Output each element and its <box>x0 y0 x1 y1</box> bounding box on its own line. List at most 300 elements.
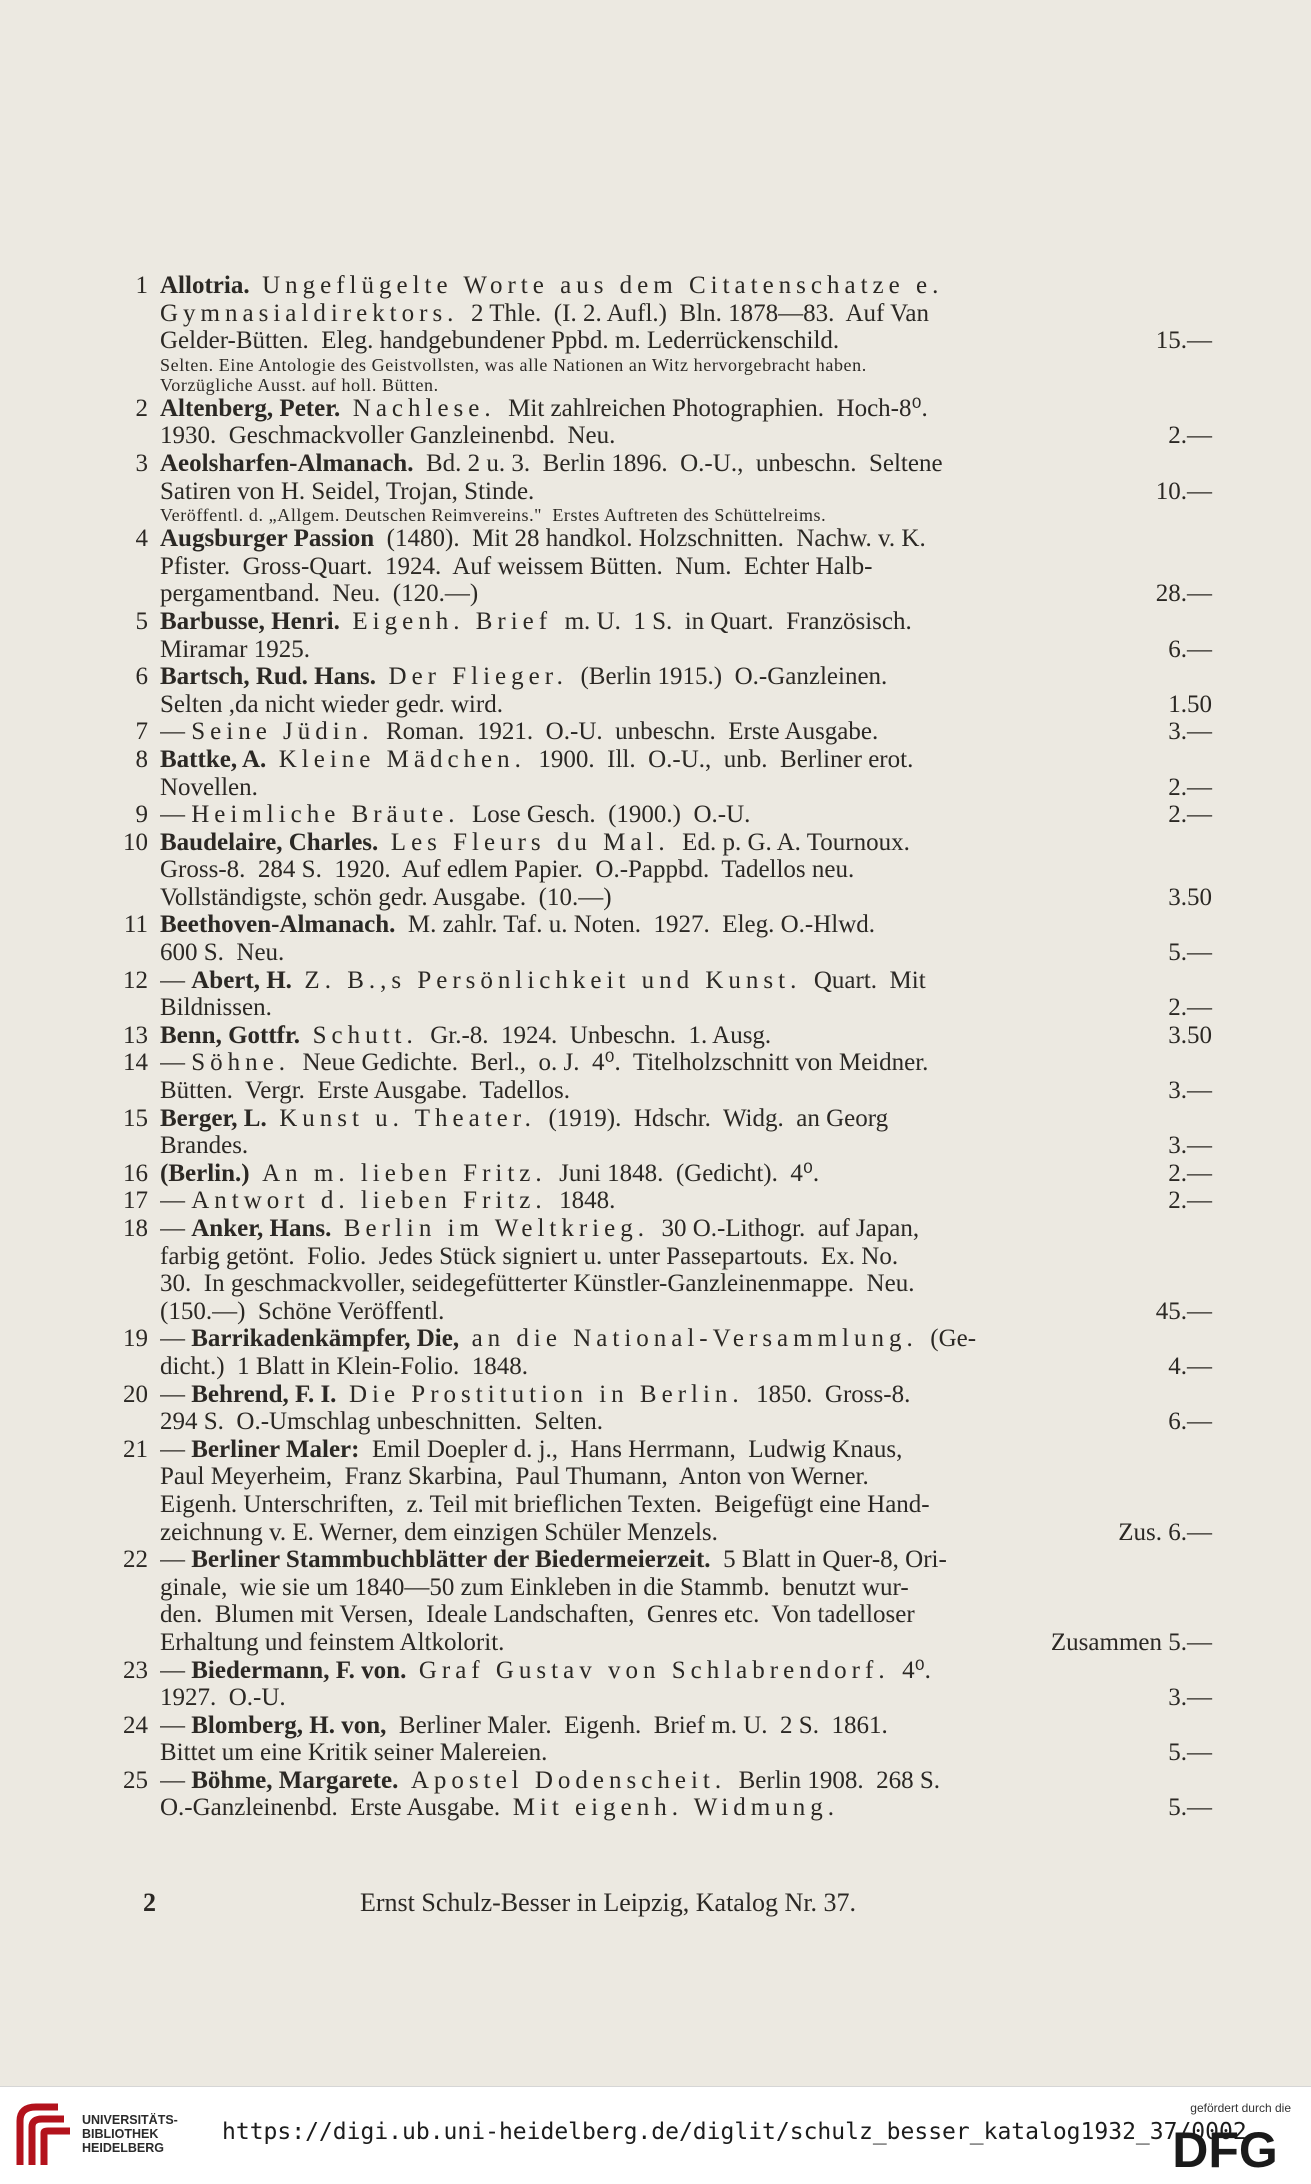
entry-line <box>160 939 1212 967</box>
entry-number: 25 <box>123 1766 148 1794</box>
university-library-logo-icon[interactable] <box>14 2101 76 2169</box>
entry-number: 24 <box>123 1711 148 1739</box>
entry-detail: Veröffentl. d. „Allgem. Deutschen Reimvereins." Erstes Auftreten des Schüttelreims. <box>160 505 827 526</box>
entry-note-line <box>160 375 1212 395</box>
entry-author: Altenberg, Peter. <box>160 394 341 422</box>
entry-author: Battke, A. <box>160 745 267 773</box>
entry-title: Nachlese. <box>352 394 496 422</box>
entry-line <box>160 1574 1212 1602</box>
entry-price: 3.— <box>1168 1684 1212 1712</box>
entry-author: Barbusse, Henri. <box>160 607 340 635</box>
catalog-entries <box>123 272 1212 1822</box>
entry-line <box>160 1519 1212 1547</box>
entry-price: 5.— <box>1168 939 1212 967</box>
entry-detail: 294 S. O.-Umschlag unbeschnitten. Selten. <box>160 1408 603 1436</box>
entry-detail: — <box>160 1435 192 1463</box>
footer-text: Ernst Schulz-Besser in Leipzig, Katalog Nr. 37. <box>360 1888 857 1917</box>
entry-detail: 1848. <box>546 1187 616 1215</box>
entry-detail: den. Blumen mit Versen, Ideale Landschaften, Genres etc. Von tadelloser <box>160 1601 915 1629</box>
entry-detail: 2 Thle. (I. 2. Aufl.) Bln. 1878—83. Auf Van <box>458 299 930 327</box>
entry-price: 1.50 <box>1168 690 1212 718</box>
entry-detail <box>340 395 353 422</box>
library-name <box>82 2113 178 2155</box>
entry-line <box>160 1767 1212 1795</box>
entry-line <box>160 1629 1212 1657</box>
entry-text <box>160 1298 444 1326</box>
entry-line <box>160 608 1212 636</box>
entry-text <box>160 1739 547 1767</box>
entry-line <box>160 1105 1212 1133</box>
entry-title: Eigenh. Brief <box>352 607 553 635</box>
entry-price: 3.— <box>1168 1077 1212 1105</box>
catalog-entry <box>123 1380 1212 1436</box>
entry-number: 10 <box>123 828 148 856</box>
entry-text <box>160 1243 898 1271</box>
catalog-entry <box>123 1021 1212 1050</box>
entry-detail: Gelder-Bütten. Eleg. handgebundener Ppbd. m. Lederrückenschild. <box>160 327 840 355</box>
entry-detail <box>250 272 263 299</box>
entry-line <box>160 1132 1212 1160</box>
entry-author: Berliner Maler: <box>191 1435 360 1463</box>
entry-detail: 1850. Gross-8. <box>743 1380 911 1408</box>
entry-text <box>160 1629 504 1657</box>
entry-title: Seine Jüdin. <box>191 718 374 746</box>
permalink-url[interactable]: https://digi.ub.uni-heidelberg.de/diglit/schulz_besser_katalog1932_37/0002 <box>222 2119 1247 2145</box>
catalog-entry <box>135 394 1212 450</box>
entry-line <box>160 1601 1212 1629</box>
entry-detail: Novellen. <box>160 773 258 801</box>
entry-detail: — <box>160 1325 192 1353</box>
entry-text <box>160 450 943 478</box>
entry-text <box>160 375 439 395</box>
entry-detail: 5 Blatt in Quer-8, Ori- <box>710 1546 947 1574</box>
entry-detail: farbig getönt. Folio. Jedes Stück signiert u. unter Passepartouts. Ex. No. <box>160 1242 899 1270</box>
catalog-entry <box>123 1215 1212 1325</box>
entry-detail: 1930. Geschmackvoller Ganzleinenbd. Neu. <box>160 422 616 450</box>
entry-text <box>160 525 926 553</box>
entry-text <box>160 1657 931 1685</box>
entry-detail <box>331 1215 344 1242</box>
entry-number: 1 <box>135 272 148 299</box>
entry-line <box>160 1353 1212 1381</box>
entry-detail: (1480). Mit 28 handkol. Holzschnitten. Nachw. v. K. <box>374 525 926 553</box>
catalog-entry <box>135 449 1212 526</box>
catalog-entry <box>135 272 1212 395</box>
entry-detail: 1900. Ill. O.-U., unb. Berliner erot. <box>525 745 914 773</box>
entry-text <box>160 1353 528 1381</box>
entry-text <box>160 505 826 525</box>
catalog-entry <box>123 911 1212 967</box>
entry-author: Allotria. <box>160 272 250 299</box>
entry-detail: Paul Meyerheim, Franz Skarbina, Paul Thumann, Anton von Werner. <box>160 1463 869 1491</box>
entry-detail: 600 S. Neu. <box>160 939 285 967</box>
catalog-entry <box>135 745 1212 801</box>
catalog-entry <box>123 1766 1212 1822</box>
entry-detail: Vorzügliche Ausst. auf holl. Bütten. <box>160 374 439 395</box>
page-number: 2 <box>143 1888 156 1917</box>
entry-detail <box>378 829 391 856</box>
entry-text <box>160 1049 928 1077</box>
entry-detail: dicht.) 1 Blatt in Klein-Folio. 1848. <box>160 1352 529 1380</box>
viewer-footer-bar <box>0 2086 1311 2184</box>
entry-number: 20 <box>123 1380 148 1408</box>
entry-text <box>160 1381 910 1409</box>
entry-line <box>160 1022 1212 1050</box>
entry-text <box>160 718 878 746</box>
entry-line <box>160 272 1212 300</box>
catalog-entry <box>123 1435 1212 1546</box>
entry-author: Augsburger Passion <box>160 525 375 553</box>
entry-detail: Gr.-8. 1924. Unbeschn. 1. Ausg. <box>417 1021 772 1049</box>
entry-text <box>160 1712 888 1740</box>
entry-title: Söhne. <box>191 1049 290 1077</box>
entry-number: 5 <box>135 607 148 635</box>
entry-line <box>160 553 1212 581</box>
entry-title: Der Flieger. <box>388 663 568 691</box>
entry-line <box>160 884 1212 912</box>
entry-detail: — <box>160 1546 192 1574</box>
entry-detail: Gross-8. 284 S. 1920. Auf edlem Papier. O.-Pappbd. Tadellos neu. <box>160 856 855 884</box>
entry-detail <box>266 746 279 773</box>
entry-line <box>160 774 1212 802</box>
entry-title: Schutt. <box>312 1021 418 1049</box>
entry-number: 2 <box>135 394 148 422</box>
entry-author: Aeolsharfen-Almanach. <box>160 449 414 477</box>
entry-line <box>160 1077 1212 1105</box>
entry-detail: — <box>160 1380 192 1408</box>
entry-price: Zus. 6.— <box>1118 1518 1212 1546</box>
entry-number: 22 <box>123 1546 148 1574</box>
entry-line <box>160 450 1212 478</box>
entry-text <box>160 884 612 912</box>
entry-line <box>160 1491 1212 1519</box>
entry-author: Bartsch, Rud. Hans. <box>160 663 377 691</box>
entry-detail: Mit zahlreichen Photographien. Hoch-8⁰. <box>495 394 928 422</box>
funded-by-label: gefördert durch die <box>1190 2101 1291 2115</box>
entry-detail: — <box>160 1656 192 1684</box>
entry-detail: Berliner Maler. Eigenh. Brief m. U. 2 S. 1861. <box>386 1711 888 1739</box>
entry-line <box>160 718 1212 746</box>
entry-detail: 1927. O.-U. <box>160 1684 286 1712</box>
entry-detail: (Berlin 1915.) O.-Ganzleinen. <box>567 663 888 691</box>
entry-price: 2.— <box>1168 1187 1212 1215</box>
entry-line <box>160 967 1212 995</box>
entry-author: Barrikadenkämpfer, Die, <box>191 1325 460 1353</box>
entry-title: Graf Gustav von Schlabrendorf. <box>418 1656 890 1684</box>
entry-detail: (1919). Hdschr. Widg. an Georg <box>535 1104 889 1132</box>
entry-author: (Berlin.) <box>160 1159 250 1187</box>
catalog-entry <box>123 1546 1212 1656</box>
entry-detail <box>376 663 389 690</box>
entry-detail: Berlin 1908. 268 S. <box>726 1766 940 1794</box>
entry-line <box>160 1325 1212 1353</box>
entry-line <box>160 1243 1212 1271</box>
entry-number: 11 <box>123 911 148 939</box>
entry-author: Anker, Hans. <box>191 1215 332 1242</box>
entry-author: Abert, H. <box>191 966 292 994</box>
entry-price: Zusammen 5.— <box>1050 1628 1212 1656</box>
entry-text <box>160 553 872 581</box>
entry-text <box>160 395 928 423</box>
entry-title: Antwort d. lieben Fritz. <box>191 1187 547 1215</box>
entry-line <box>160 636 1212 664</box>
entry-detail <box>459 1325 472 1352</box>
entry-detail <box>406 1657 419 1684</box>
entry-detail <box>300 1022 313 1049</box>
entry-line <box>160 1215 1212 1243</box>
entry-line <box>160 422 1212 450</box>
entry-line <box>160 1381 1212 1409</box>
entry-text <box>160 1491 930 1519</box>
entry-text <box>160 1684 286 1712</box>
entry-text <box>160 1215 919 1243</box>
entry-number: 16 <box>123 1159 148 1187</box>
entry-title: Heimliche Bräute. <box>191 801 460 829</box>
entry-line <box>160 911 1212 939</box>
entry-detail: (Ge- <box>917 1325 977 1353</box>
entry-detail: — <box>160 1187 192 1215</box>
entry-line <box>160 1436 1212 1464</box>
entry-title: Les Fleurs du Mal. <box>390 828 670 856</box>
dfg-logo-text: DFG <box>1172 2123 1278 2173</box>
entry-detail: ginale, wie sie um 1840—50 zum Einkleben in die Stammb. benutzt wur- <box>160 1573 909 1601</box>
entry-detail: Bildnissen. <box>160 994 272 1022</box>
entry-line <box>160 1463 1212 1491</box>
entry-line <box>160 691 1212 719</box>
entry-text <box>160 1325 976 1353</box>
entry-number: 13 <box>123 1021 148 1049</box>
entry-text <box>160 1519 718 1547</box>
entry-detail: M. zahlr. Taf. u. Noten. 1927. Eleg. O.-Hlwd. <box>395 911 876 939</box>
entry-title: Mit eigenh. Widmung. <box>512 1794 839 1822</box>
entry-text <box>160 478 534 506</box>
entry-detail: Neue Gedichte. Berl., o. J. 4⁰. Titelholzschnitt von Meidner. <box>290 1049 929 1077</box>
entry-title: Kleine Mädchen. <box>278 745 526 773</box>
entry-text <box>160 580 478 608</box>
catalog-entry <box>123 1656 1212 1712</box>
entry-price: 3.50 <box>1168 883 1212 911</box>
entry-detail: Bittet um eine Kritik seiner Malereien. <box>160 1739 548 1767</box>
entry-text <box>160 1436 902 1464</box>
entry-detail: 4⁰. <box>889 1656 931 1684</box>
catalog-entry <box>123 1187 1212 1215</box>
entry-detail: Juni 1848. (Gedicht). 4⁰. <box>546 1159 820 1187</box>
entry-text <box>160 636 310 664</box>
entry-line <box>160 1684 1212 1712</box>
entry-detail: Vollständigste, schön gedr. Ausgabe. (10.—) <box>160 883 612 911</box>
library-name-line: BIBLIOTHEK <box>82 2127 159 2141</box>
entry-number: 3 <box>135 449 148 477</box>
entry-detail: zeichnung v. E. Werner, dem einzigen Schüler Menzels. <box>160 1518 718 1546</box>
entry-price: 45.— <box>1155 1297 1212 1325</box>
entry-line <box>160 1794 1212 1822</box>
entry-detail: Miramar 1925. <box>160 635 310 663</box>
catalog-entry <box>123 1325 1212 1380</box>
entry-price: 3.50 <box>1168 1021 1212 1049</box>
entry-text <box>160 774 258 802</box>
entry-text <box>160 1187 615 1215</box>
entry-price: 5.— <box>1168 1794 1212 1822</box>
entry-line <box>160 1270 1212 1298</box>
entry-text <box>160 1601 915 1629</box>
entry-line <box>160 1408 1212 1436</box>
entry-detail: (150.—) Schöne Veröffentl. <box>160 1297 445 1325</box>
entry-price: 6.— <box>1168 635 1212 663</box>
entry-detail: Emil Doepler d. j., Hans Herrmann, Ludwig Knaus, <box>359 1435 903 1463</box>
entry-text <box>160 1077 570 1105</box>
catalog-entry <box>135 607 1212 663</box>
entry-text <box>160 355 867 375</box>
entry-line <box>160 856 1212 884</box>
catalog-entry <box>135 801 1212 829</box>
entry-line <box>160 300 1212 328</box>
entry-price: 10.— <box>1155 477 1212 505</box>
entry-price: 2.— <box>1168 422 1212 450</box>
entry-line <box>160 1298 1212 1326</box>
catalog-entry <box>135 663 1212 718</box>
catalog-entry <box>123 1049 1212 1105</box>
entry-number: 21 <box>123 1435 148 1463</box>
entry-title: An m. lieben Fritz. <box>262 1159 547 1187</box>
entry-detail: Quart. Mit <box>801 966 926 994</box>
entry-line <box>160 746 1212 774</box>
entry-number: 19 <box>123 1325 148 1353</box>
entry-text <box>160 1105 888 1133</box>
entry-text <box>160 327 839 355</box>
entry-title: Ungeflügelte Worte aus dem Citatenschatze e. <box>262 272 944 299</box>
entry-detail: — <box>160 801 192 829</box>
entry-detail: Pfister. Gross-Quart. 1924. Auf weissem Bütten. Num. Echter Halb- <box>160 552 873 580</box>
entry-line <box>160 1712 1212 1740</box>
entry-title: Z. B.,s Persönlichkeit und Kunst. <box>304 966 802 994</box>
entry-text <box>160 1132 248 1160</box>
entry-text <box>160 911 875 939</box>
entry-text <box>160 1794 839 1822</box>
entry-detail: — <box>160 1049 192 1077</box>
entry-text <box>160 939 284 967</box>
entry-detail: Erhaltung und feinstem Altkolorit. <box>160 1628 505 1656</box>
entry-author: Behrend, F. I. <box>191 1380 337 1408</box>
entry-detail: Selten ,da nicht wieder gedr. wird. <box>160 690 503 718</box>
entry-number: 4 <box>135 525 148 553</box>
entry-note-line <box>160 505 1212 525</box>
entry-line <box>160 327 1212 355</box>
entry-text <box>160 691 503 719</box>
entry-line <box>160 801 1212 829</box>
entry-text <box>160 967 926 995</box>
entry-author: Blomberg, H. von, <box>191 1711 387 1739</box>
entry-text <box>160 1574 909 1602</box>
entry-price: 3.— <box>1168 718 1212 746</box>
entry-text <box>160 422 615 450</box>
entry-number: 9 <box>135 801 148 829</box>
entry-author: Berliner Stammbuchblätter der Biedermeierzeit. <box>191 1546 711 1574</box>
entry-title: an die National-Versammlung. <box>471 1325 918 1353</box>
entry-detail: Bd. 2 u. 3. Berlin 1896. O.-U., unbeschn. Seltene <box>413 449 943 477</box>
entry-text <box>160 1270 914 1298</box>
entry-line <box>160 1160 1212 1188</box>
entry-author: Biedermann, F. von. <box>191 1656 407 1684</box>
entry-author: Beethoven-Almanach. <box>160 911 396 939</box>
page-footer <box>0 1888 1311 1928</box>
entry-title: Gymnasialdirektors. <box>160 299 459 327</box>
dfg-logo-icon[interactable] <box>1159 2123 1291 2173</box>
entry-text <box>160 608 912 636</box>
entry-number: 17 <box>123 1187 148 1215</box>
entry-detail: — <box>160 718 192 746</box>
entry-line <box>160 829 1212 857</box>
entry-number: 18 <box>123 1215 148 1242</box>
entry-text <box>160 1160 819 1188</box>
entry-number: 7 <box>135 718 148 746</box>
entry-text <box>160 1767 940 1795</box>
entry-price: 2.— <box>1168 801 1212 829</box>
catalog-entry <box>135 718 1212 746</box>
entry-line <box>160 1049 1212 1077</box>
entry-text <box>160 746 913 774</box>
entry-detail: — <box>160 1215 192 1242</box>
entry-detail <box>336 1381 349 1408</box>
entry-text <box>160 994 272 1022</box>
entry-author: Böhme, Margarete. <box>191 1766 399 1794</box>
entry-detail: Lose Gesch. (1900.) O.-U. <box>459 801 751 829</box>
entry-detail: — <box>160 1711 192 1739</box>
entry-note-line <box>160 355 1212 375</box>
entry-author: Benn, Gottfr. <box>160 1021 301 1049</box>
catalog-entry <box>123 1159 1212 1188</box>
entry-text <box>160 272 943 300</box>
entry-text <box>160 1022 771 1050</box>
entry-price: 2.— <box>1168 1159 1212 1187</box>
entry-line <box>160 525 1212 553</box>
entry-line <box>160 1546 1212 1574</box>
catalog-entry <box>123 1711 1212 1767</box>
library-name-line: UNIVERSITÄTS- <box>82 2113 178 2127</box>
entry-detail: Selten. Eine Antologie des Geistvollsten, was alle Nationen an Witz hervorgebracht haben. <box>160 354 867 375</box>
entry-text <box>160 1463 869 1491</box>
entry-text <box>160 300 929 328</box>
entry-detail: Roman. 1921. O.-U. unbeschn. Erste Ausgabe. <box>373 718 879 746</box>
entry-number: 8 <box>135 745 148 773</box>
entry-price: 5.— <box>1168 1739 1212 1767</box>
catalog-entry <box>123 966 1212 1022</box>
entry-line <box>160 580 1212 608</box>
entry-price: 4.— <box>1168 1352 1212 1380</box>
entry-text <box>160 1546 947 1574</box>
entry-detail <box>292 967 305 994</box>
entry-line <box>160 478 1212 506</box>
entry-title: Apostel Dodenscheit. <box>410 1766 727 1794</box>
entry-detail <box>340 608 353 635</box>
entry-text <box>160 801 750 829</box>
entry-detail <box>267 1105 280 1132</box>
catalog-entry <box>123 828 1212 912</box>
entry-text <box>160 1408 603 1436</box>
entry-detail: m. U. 1 S. in Quart. Französisch. <box>552 607 912 635</box>
entry-number: 23 <box>123 1656 148 1684</box>
entry-detail: Satiren von H. Seidel, Trojan, Stinde. <box>160 477 535 505</box>
entry-author: Berger, L. <box>160 1104 267 1132</box>
entry-line <box>160 395 1212 423</box>
entry-line <box>160 994 1212 1022</box>
entry-detail <box>398 1767 411 1794</box>
entry-detail: 30. In geschmackvoller, seidegefütterter Künstler-Ganzleinenmappe. Neu. <box>160 1270 915 1298</box>
entry-line <box>160 663 1212 691</box>
entry-line <box>160 1187 1212 1215</box>
entry-author: Baudelaire, Charles. <box>160 828 379 856</box>
entry-price: 2.— <box>1168 773 1212 801</box>
entry-detail <box>250 1160 263 1187</box>
